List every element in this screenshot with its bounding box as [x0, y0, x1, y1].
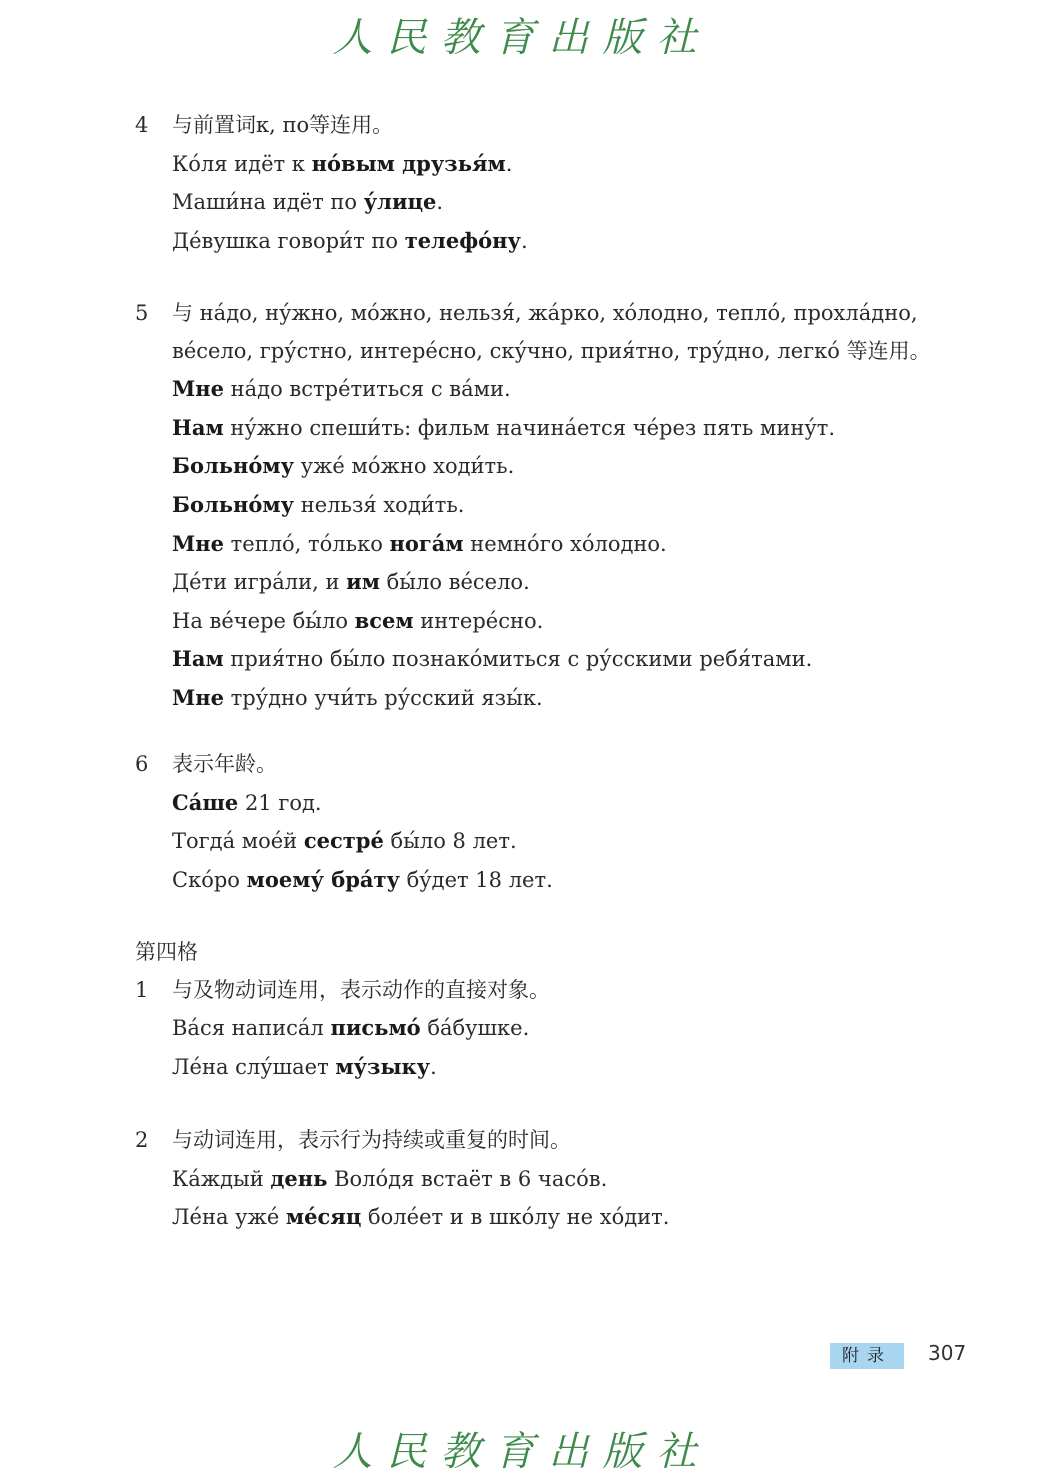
example-sentence [135, 370, 965, 409]
emphasized-word: сестре́ [303, 828, 384, 854]
sentence-fragment: Ле́на уже́ [172, 1205, 286, 1230]
section-heading: 与及物动词连用，表示动作的直接对象。 [172, 977, 550, 1002]
example-sentence [135, 447, 965, 486]
sentence-fragment: на́до встре́титься с ва́ми. [223, 377, 511, 402]
section-heading: 表示年龄。 [172, 752, 277, 776]
emphasized-word: Мне [172, 684, 224, 710]
example-sentence [135, 486, 965, 525]
sentence-fragment: На ве́чере бы́ло [172, 608, 355, 633]
sentence-fragment: интере́сно. [413, 608, 544, 633]
section-heading-row [135, 746, 965, 784]
example-sentence [135, 1160, 965, 1199]
appendix-tag: 附录 [830, 1343, 904, 1369]
example-sentence [135, 640, 965, 679]
emphasized-word: Са́ше [172, 789, 239, 815]
section-5 [135, 295, 965, 718]
sentence-fragment: 21 год. [238, 790, 322, 815]
section-number: 6 [135, 752, 149, 776]
example-sentence [135, 409, 965, 448]
sentence-fragment: тепло́, то́лько [223, 531, 390, 556]
example-sentence [135, 145, 965, 184]
emphasized-word: Больно́му [172, 453, 295, 479]
sentence-fragment: уже́ мо́жно ходи́ть. [294, 454, 515, 479]
sentence-fragment: . [521, 228, 528, 253]
emphasized-word: всем [354, 607, 414, 633]
sentence-fragment: . [505, 151, 513, 176]
sentence-fragment: Де́ти игра́ли, и [172, 570, 347, 595]
sentence-fragment: немно́го хо́лодно. [463, 531, 667, 556]
page-number: 307 [928, 1341, 967, 1365]
emphasized-word: ме́сяц [285, 1204, 362, 1230]
sentence-fragment: Маши́на идёт по [172, 190, 364, 215]
section-6 [135, 746, 965, 899]
sentence-fragment: Воло́дя встаёт в 6 часо́в. [327, 1166, 608, 1191]
emphasized-word: Мне [172, 376, 224, 402]
emphasized-word: день [270, 1165, 328, 1191]
emphasized-word: Мне [172, 530, 224, 556]
publisher-logo-bottom: 人民教育出版社 [332, 1429, 711, 1475]
sentence-fragment: ба́бушке. [420, 1016, 530, 1041]
emphasized-word: письмо́ [330, 1015, 421, 1041]
emphasized-word: Нам [172, 646, 224, 672]
emphasized-word: Нам [172, 414, 224, 440]
emphasized-word: у́лице [363, 189, 437, 215]
section-heading-row [135, 1122, 965, 1160]
section-number: 1 [135, 977, 149, 1002]
sentence-fragment: Ва́ся написа́л [172, 1016, 331, 1041]
example-sentence [135, 1198, 965, 1237]
emphasized-word: нога́м [389, 530, 464, 556]
case-section [135, 934, 965, 1086]
section-heading-row [135, 972, 965, 1010]
example-sentence [135, 822, 965, 861]
emphasized-word: моему́ бра́ту [246, 866, 400, 892]
example-sentence [135, 183, 965, 222]
sentence-fragment: боле́ет и в шко́лу не хо́дит. [361, 1205, 670, 1230]
section-heading-row [135, 107, 965, 145]
sentence-fragment: Тогда́ мое́й [172, 829, 304, 854]
sentence-fragment: Ка́ждый [172, 1166, 271, 1191]
sentence-fragment: Де́вушка говори́т по [172, 228, 405, 253]
example-sentence [135, 861, 965, 900]
sentence-fragment: Ко́ля идёт к [172, 151, 312, 176]
emphasized-word: но́вым друзья́м [311, 150, 506, 176]
section-number: 2 [135, 1128, 149, 1152]
sentence-fragment: . [436, 190, 444, 215]
example-sentence [135, 1048, 965, 1087]
emphasized-word: Больно́му [172, 491, 295, 517]
example-sentence [135, 602, 965, 641]
sentence-fragment: бы́ло ве́село. [379, 570, 530, 595]
example-sentence [135, 222, 965, 261]
section-heading-row [135, 295, 965, 370]
sentence-fragment: ну́жно спеши́ть: фильм начина́ется че́рез пять мину́т. [223, 415, 835, 440]
sentence-fragment: бы́ло 8 лет. [383, 829, 517, 854]
sentence-fragment: нельзя́ ходи́ть. [294, 492, 465, 517]
section-4 [135, 107, 965, 260]
sentence-fragment: . [430, 1054, 437, 1079]
section-heading: 与动词连用，表示行为持续或重复的时间。 [172, 1128, 571, 1152]
example-sentence [135, 784, 965, 823]
sentence-fragment: Ско́ро [172, 867, 247, 892]
sentence-fragment: тру́дно учи́ть ру́сский язы́к. [223, 685, 543, 710]
sentence-fragment: бу́дет 18 лет. [399, 867, 553, 892]
emphasized-word: му́зыку [335, 1053, 431, 1079]
emphasized-word: телефо́ну [404, 227, 521, 253]
example-sentence [135, 1009, 965, 1048]
emphasized-word: им [346, 569, 380, 595]
publisher-logo-top: 人民教育出版社 [332, 15, 711, 61]
example-sentence [135, 679, 965, 718]
section-number: 4 [135, 113, 149, 137]
case-subsection-2 [135, 1122, 965, 1237]
sentence-fragment: прия́тно бы́ло познако́миться с ру́сскими ребя́тами. [223, 647, 813, 672]
section-heading: 与前置词к, по等连用。 [172, 113, 394, 137]
section-heading: 与 на́до, ну́жно, мо́жно, нельзя́, жа́рко, хо́лодно, тепло́, прохла́дно, ве́село, гру́стно, интере́сно, ску́чно, прия́тно, тру́дно, легко́ 等连用。 [172, 301, 931, 363]
example-sentence [135, 563, 965, 602]
case-heading: 第四格 [135, 940, 198, 964]
section-number: 5 [135, 301, 149, 325]
example-sentence [135, 525, 965, 564]
sentence-fragment: Ле́на слу́шает [172, 1054, 336, 1079]
